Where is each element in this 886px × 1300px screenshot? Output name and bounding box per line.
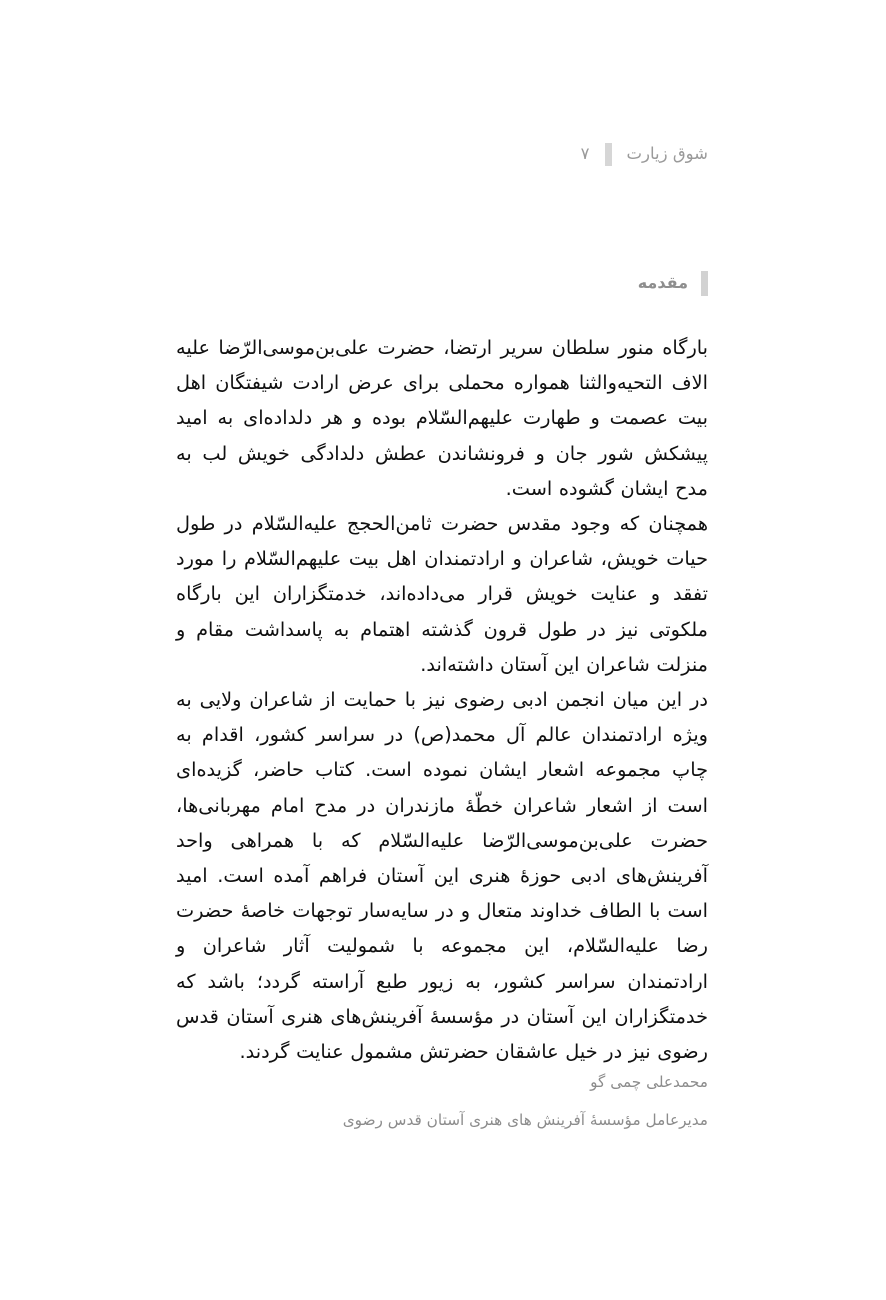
signature-name: محمدعلی چمی گو <box>590 1073 708 1091</box>
signature-role: مدیرعامل مؤسسهٔ آفرینش های هنری آستان قدس رضوی <box>342 1111 708 1129</box>
section-heading <box>0 268 886 298</box>
paragraph: همچنان که وجود مقدس حضرت ثامن‌الحجج علیه‌السّلام در طول حیات خویش، شاعران و ارادتمندان اهل بیت علیهم‌السّلام را مورد تفقد و عنایت خویش قرار می‌داده‌اند، خدمتگزاران این بارگاه ملکوتی نیز در طول قرون گذشته اهتمام به پاسداشت مقام و منزلت شاعران این آستان داشته‌اند. <box>176 512 708 676</box>
vertical-bar-icon <box>605 143 612 166</box>
paragraph: در این میان انجمن ادبی رضوی نیز با حمایت از شاعران ولایی به ویژه ارادتمندان عالم آل محمد(ص) در سراسر کشور، اقدام به چاپ مجموعه اشعار ایشان نموده است. کتاب حاضر، گزیده‌ای است از اشعار شاعران خطّهٔ مازندران در مدح امام مهربانی‌ها، حضرت علی‌بن‌موسی‌الرّضا علیه‌السّلام که با همراهی واحد آفرینش‌های ادبی حوزهٔ هنری این آستان فراهم آمده است. امید است با الطاف خداوند متعال و در سایه‌سار توجهات خاصهٔ حضرت رضا علیه‌السّلام، این مجموعه با شمولیت آثار شاعران و ارادتمندان سراسر کشور، به زیور طبع آراسته گردد؛ باشد که خدمتگزاران این آستان در مؤسسهٔ آفرینش‌های هنری آستان قدس رضوی نیز در خیل عاشقان حضرتش مشمول عنایت گردند. <box>176 688 708 1064</box>
section-heading-label: مقدمه <box>637 273 688 292</box>
book-title: شوق زیارت <box>626 144 708 163</box>
paragraph: بارگاه منور سلطان سریر ارتضا، حضرت علی‌بن‌موسی‌الرّضا علیه الاف التحیه‌والثنا همواره محملی برای عرض ارادت شیفتگان اهل بیت عصمت و طهارت علیهم‌السّلام بوده و هر دلداده‌ای به امید پیشکش شور جان و فرونشاندن عطش دلدادگی خویش لب به مدح ایشان گشوده است. <box>176 336 708 500</box>
signature-block <box>176 1070 708 1133</box>
running-header <box>0 137 886 171</box>
body-text <box>176 330 708 1069</box>
vertical-bar-icon <box>701 271 708 296</box>
page-number: ۷ <box>580 144 590 163</box>
